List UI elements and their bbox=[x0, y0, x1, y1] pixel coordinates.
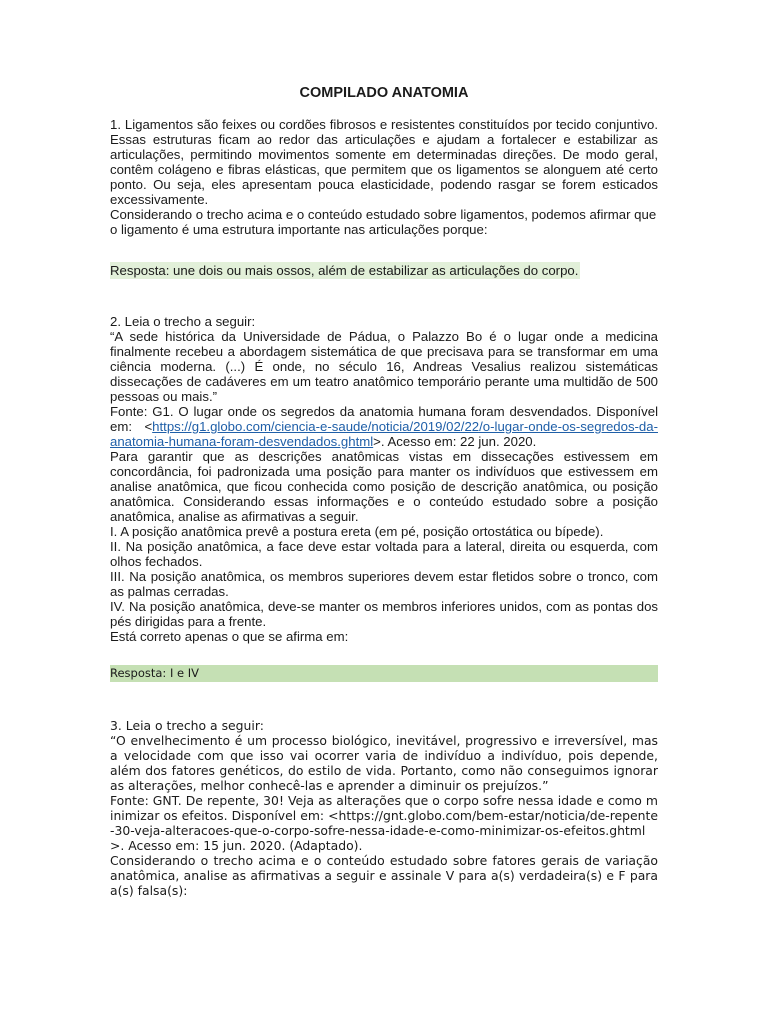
q2-item-4: IV. Na posição anatômica, deve-se manter os membros inferiores unidos, com as pontas dos pés dirigidas para a frente. bbox=[110, 599, 658, 629]
q1-answer: Resposta: une dois ou mais ossos, além de estabilizar as articulações do corpo. bbox=[110, 263, 579, 278]
q2-item-2: II. Na posição anatômica, a face deve estar voltada para a lateral, direita ou esquerda, com olhos fechados. bbox=[110, 539, 658, 569]
q3-quote: “O envelhecimento é um processo biológico, inevitável, progressivo e irreversível, mas a velocidade com que isso vai ocorrer varia de indivíduo a indivíduo, pois depende, além dos fatores genéticos, do estilo de vida. Portanto, como não conseguimos ignorar as alterações, melhor conhecê-las e aprender a diminuir os prejuízos.” bbox=[110, 733, 658, 793]
question-2 bbox=[110, 314, 658, 644]
q3-question: Considerando o trecho acima e o conteúdo estudado sobre fatores gerais de variação anatômica, analise as afirmativas a seguir e assinale V para a(s) verdadeira(s) e F para a(s) falsa(s): bbox=[110, 853, 658, 898]
q2-question: Está correto apenas o que se afirma em: bbox=[110, 629, 349, 644]
page-title: COMPILADO ANATOMIA bbox=[299, 85, 469, 101]
q2-quote: “A sede histórica da Universidade de Pádua, o Palazzo Bo é o lugar onde a medicina finalmente recebeu a abordagem sistemática de que precisava para se transformar em uma ciência moderna. (...) É onde, no século 16, Andreas Vesalius realizou sistemáticas dissecações de cadáveres em um teatro anatômico temporário perante uma multidão de 500 pessoas ou mais.” bbox=[110, 329, 658, 404]
q1-paragraph: 1. Ligamentos são feixes ou cordões fibrosos e resistentes constituídos por tecido conjuntivo. Essas estruturas ficam ao redor das articulações e ajudam a fortalecer e estabilizar as articulações, permitindo movimentos somente em determinadas direções. De modo geral, contêm colágeno e fibras elásticas, que permitem que os ligamentos se alonguem até certo ponto. Ou seja, eles apresentam pouca elasticidade, podendo rasgar se forem esticados excessivamente. bbox=[110, 117, 658, 207]
question-3 bbox=[110, 718, 658, 898]
q2-item-3: III. Na posição anatômica, os membros superiores devem estar fletidos sobre o tronco, com as palmas cerradas. bbox=[110, 569, 658, 599]
q1-prompt: Considerando o trecho acima e o conteúdo estudado sobre ligamentos, podemos afirmar que o ligamento é uma estrutura importante nas articulações porque: bbox=[110, 207, 657, 237]
q2-answer: Resposta: I e IV bbox=[110, 665, 658, 682]
q3-source: Fonte: GNT. De repente, 30! Veja as alterações que o corpo sofre nessa idade e como minimizar os efeitos. Disponível em: <https://gnt.globo.com/bem-estar/noticia/de-repente-30-veja-alteracoes-que-o-corpo-sofre-nessa-idade-e-como-minimizar-os-efeitos.ghtml>. Acesso em: 15 jun. 2020. (Adaptado). bbox=[110, 793, 658, 853]
q2-source-prefix: Fonte: G1. O lugar onde os segredos da anatomia humana foram desvendados. Disponível em: < bbox=[110, 404, 658, 434]
q2-source bbox=[110, 404, 658, 449]
q2-source-suffix: >. Acesso em: 22 jun. 2020. bbox=[373, 434, 537, 449]
q3-intro: 3. Leia o trecho a seguir: bbox=[110, 718, 264, 733]
q2-source-link[interactable]: https://g1.globo.com/ciencia-e-saude/noticia/2019/02/22/o-lugar-onde-os-segredos-da-anatomia-humana-foram-desvendados.ghtml bbox=[110, 419, 658, 449]
q2-item-1: I. A posição anatômica prevê a postura ereta (em pé, posição ortostática ou bípede). bbox=[110, 524, 604, 539]
q2-intro: 2. Leia o trecho a seguir: bbox=[110, 314, 256, 329]
question-1 bbox=[110, 117, 658, 237]
q2-context: Para garantir que as descrições anatômicas vistas em dissecações estivessem em concordância, foi padronizada uma posição para manter os indivíduos que estivessem em analise anatômica, que ficou conhecida como posição de descrição anatômica, ou posição anatômica. Considerando essas informações e o conteúdo estudado sobre a posição anatômica, analise as afirmativas a seguir. bbox=[110, 449, 658, 524]
